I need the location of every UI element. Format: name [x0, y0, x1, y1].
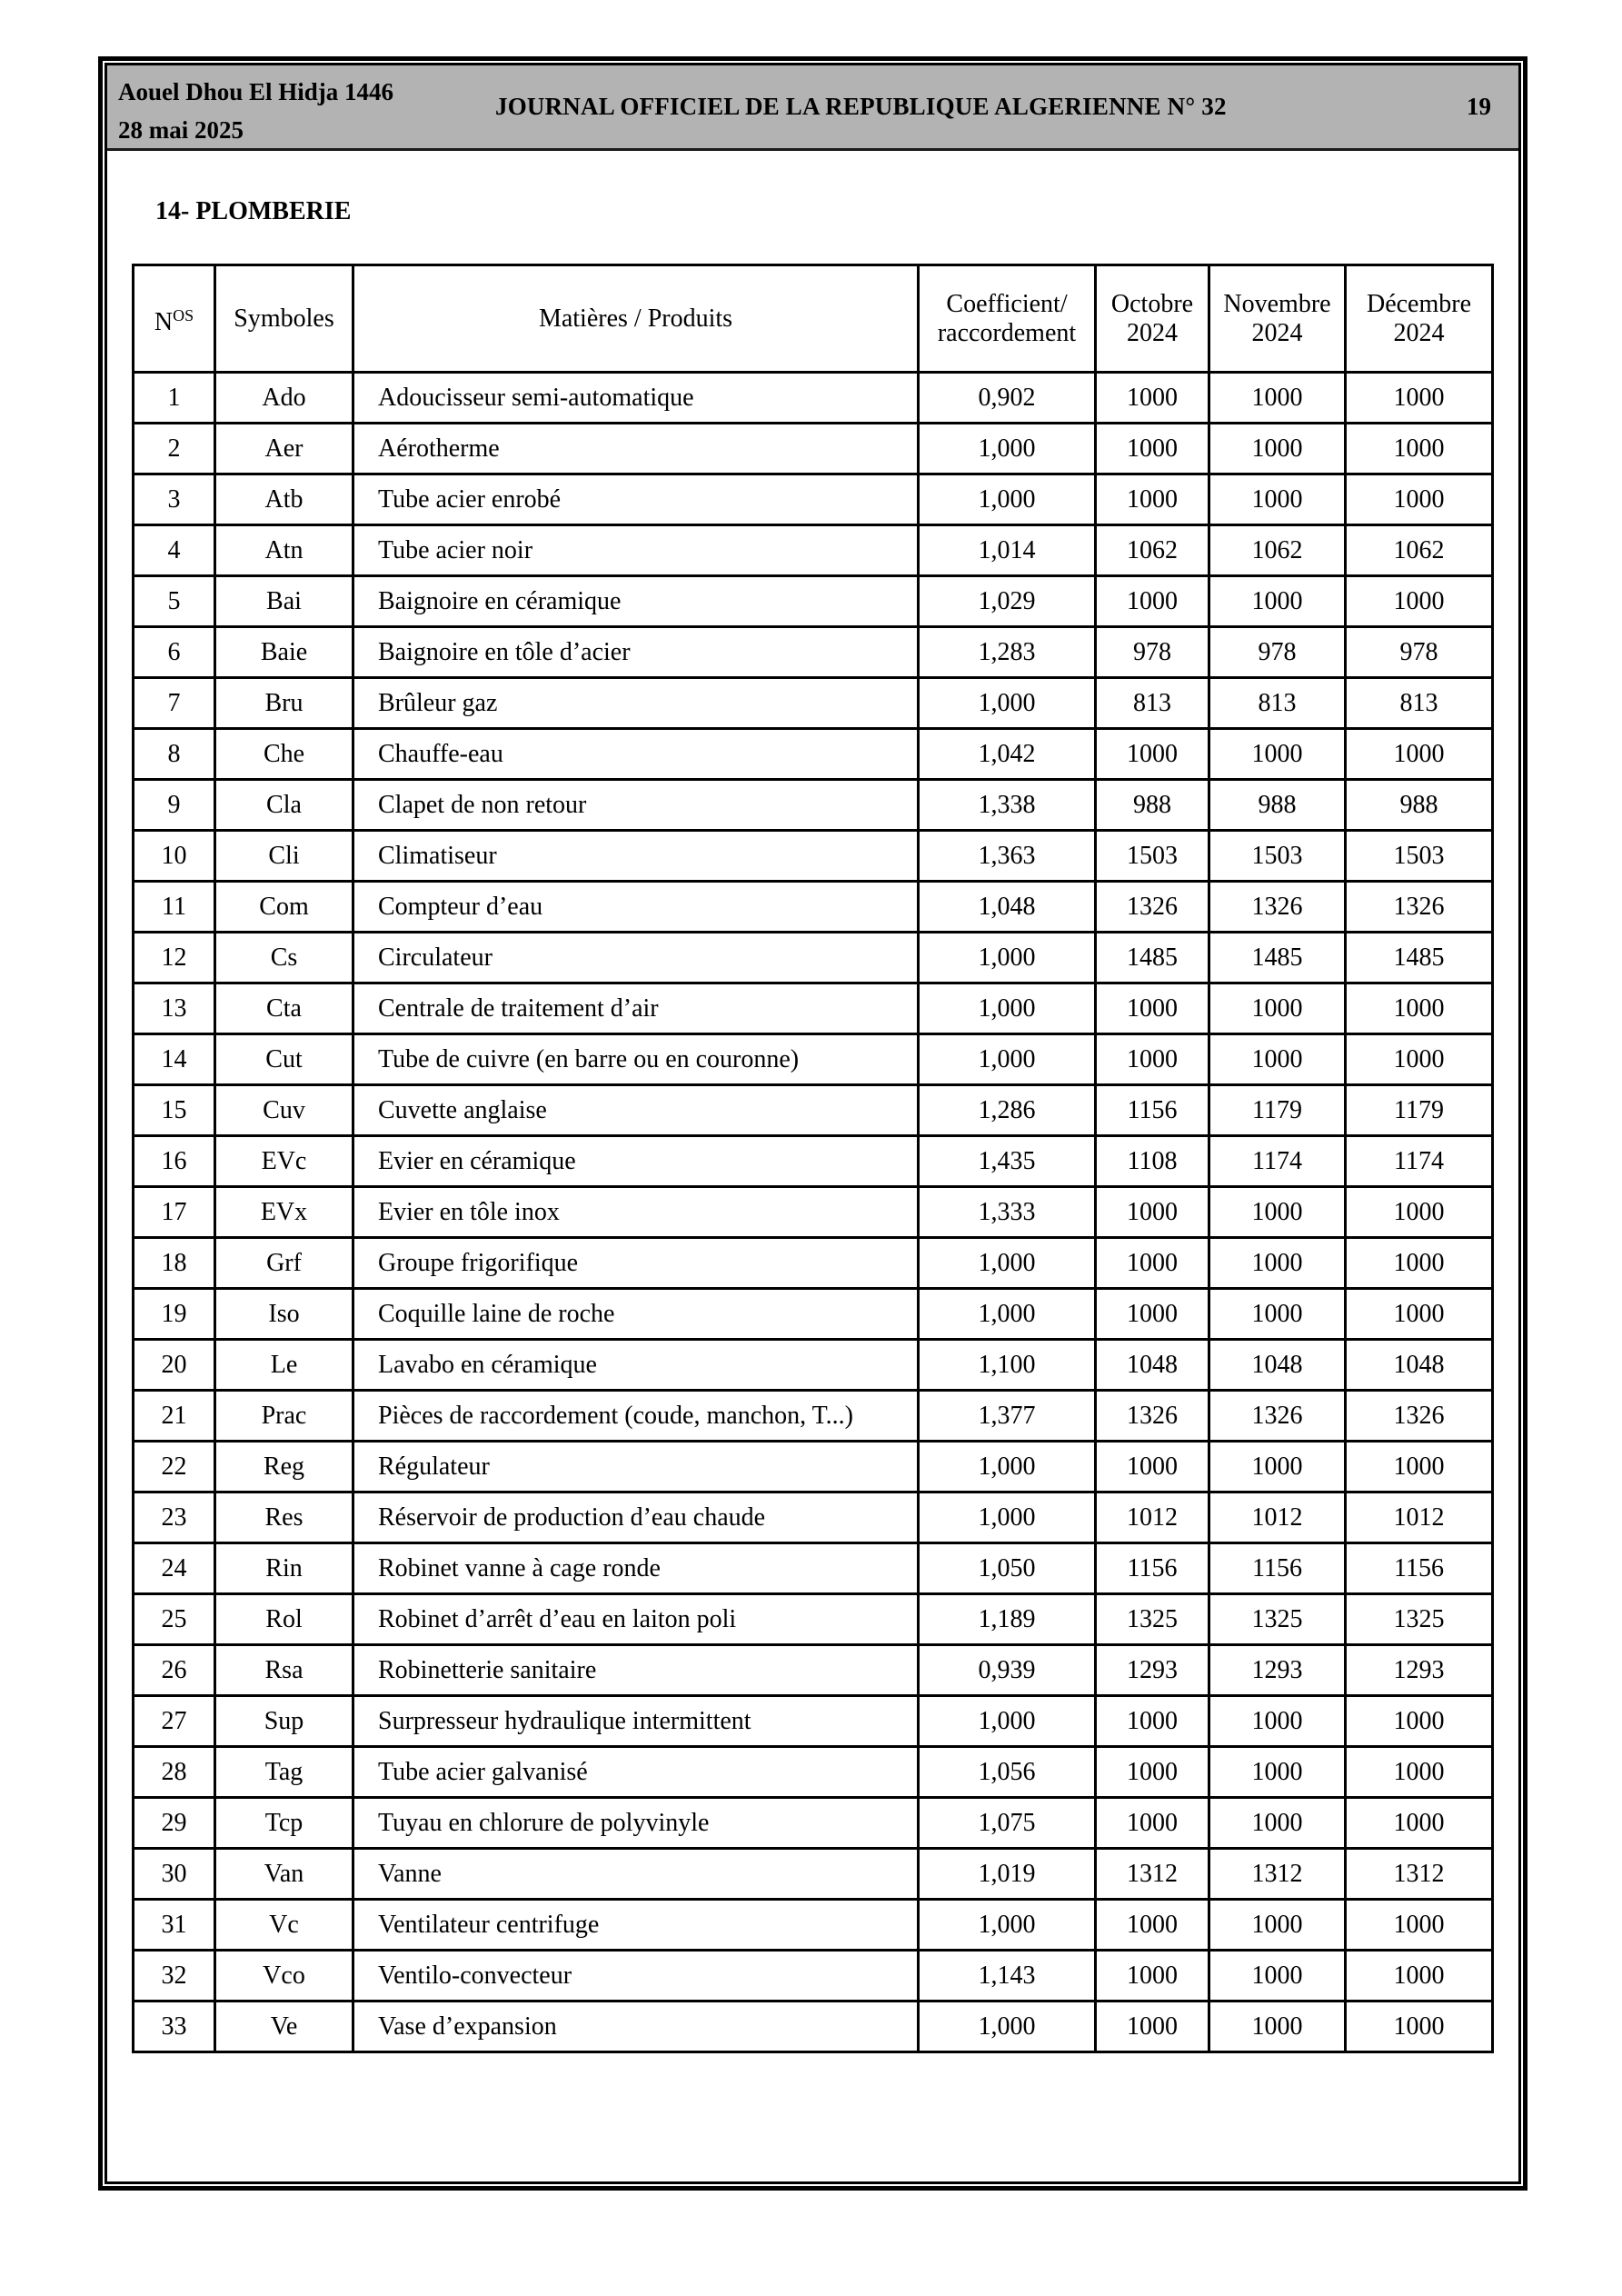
cell-coefficient: 1,283 [919, 627, 1096, 678]
cell-december: 1000 [1346, 424, 1493, 474]
table-row [134, 1543, 1493, 1594]
header-october [1096, 265, 1209, 373]
cell-number: 5 [134, 576, 215, 627]
cell-coefficient: 1,048 [919, 882, 1096, 933]
cell-number: 7 [134, 678, 215, 729]
cell-october: 1312 [1096, 1849, 1209, 1900]
cell-october: 1000 [1096, 2002, 1209, 2052]
table-row [134, 678, 1493, 729]
cell-symbol: Cla [215, 780, 353, 831]
cell-material: Tuyau en chlorure de polyvinyle [353, 1798, 919, 1849]
cell-number: 20 [134, 1340, 215, 1391]
cell-symbol: EVc [215, 1136, 353, 1187]
header-november-year: 2024 [1251, 318, 1303, 347]
cell-number: 18 [134, 1238, 215, 1289]
cell-symbol: Iso [215, 1289, 353, 1340]
cell-october: 1000 [1096, 474, 1209, 525]
cell-october: 1000 [1096, 1289, 1209, 1340]
cell-october: 1156 [1096, 1543, 1209, 1594]
cell-symbol: Reg [215, 1442, 353, 1492]
cell-november: 1048 [1209, 1340, 1346, 1391]
cell-coefficient: 1,435 [919, 1136, 1096, 1187]
table-row [134, 1594, 1493, 1645]
header-november-month: Novembre [1223, 289, 1331, 318]
table-row [134, 1289, 1493, 1340]
cell-symbol: Cuv [215, 1085, 353, 1136]
cell-material: Cuvette anglaise [353, 1085, 919, 1136]
cell-symbol: Com [215, 882, 353, 933]
cell-material: Tube acier galvanisé [353, 1747, 919, 1798]
page-number: 19 [1467, 93, 1491, 120]
cell-symbol: Vc [215, 1900, 353, 1951]
cell-november: 1000 [1209, 1696, 1346, 1747]
table-row [134, 1238, 1493, 1289]
cell-symbol: Prac [215, 1391, 353, 1442]
header-december-month: Décembre [1366, 289, 1472, 318]
table-row [134, 780, 1493, 831]
header-number-base: N [154, 307, 174, 336]
header-coefficient [919, 265, 1096, 373]
cell-coefficient: 1,143 [919, 1951, 1096, 2002]
cell-october: 978 [1096, 627, 1209, 678]
header-october-year: 2024 [1127, 318, 1178, 347]
cell-december: 1000 [1346, 983, 1493, 1034]
cell-number: 21 [134, 1391, 215, 1442]
cell-november: 1000 [1209, 1442, 1346, 1492]
cell-symbol: Che [215, 729, 353, 780]
cell-october: 1000 [1096, 1900, 1209, 1951]
cell-coefficient: 1,189 [919, 1594, 1096, 1645]
cell-coefficient: 1,056 [919, 1747, 1096, 1798]
cell-december: 1000 [1346, 1747, 1493, 1798]
cell-november: 1000 [1209, 2002, 1346, 2052]
cell-october: 1326 [1096, 1391, 1209, 1442]
cell-number: 26 [134, 1645, 215, 1696]
cell-coefficient: 1,000 [919, 1696, 1096, 1747]
cell-number: 3 [134, 474, 215, 525]
cell-material: Coquille laine de roche [353, 1289, 919, 1340]
cell-december: 1000 [1346, 1238, 1493, 1289]
cell-november: 1000 [1209, 576, 1346, 627]
journal-title: JOURNAL OFFICIEL DE LA REPUBLIQUE ALGERIENNE N° 32 [495, 93, 1227, 120]
cell-november: 1326 [1209, 882, 1346, 933]
header-december-year: 2024 [1393, 318, 1445, 347]
cell-october: 1000 [1096, 729, 1209, 780]
cell-coefficient: 1,000 [919, 474, 1096, 525]
cell-october: 1000 [1096, 1238, 1209, 1289]
cell-coefficient: 0,939 [919, 1645, 1096, 1696]
cell-symbol: Tcp [215, 1798, 353, 1849]
gregorian-date: 28 mai 2025 [118, 116, 244, 144]
cell-symbol: Cut [215, 1034, 353, 1085]
cell-november: 1000 [1209, 373, 1346, 424]
table-row [134, 1951, 1493, 2002]
table-header-row [134, 265, 1493, 373]
cell-coefficient: 1,042 [919, 729, 1096, 780]
cell-december: 1000 [1346, 576, 1493, 627]
cell-december: 1179 [1346, 1085, 1493, 1136]
cell-december: 1000 [1346, 729, 1493, 780]
hijri-date: Aouel Dhou El Hidja 1446 [118, 78, 394, 105]
cell-symbol: Aer [215, 424, 353, 474]
cell-coefficient: 1,333 [919, 1187, 1096, 1238]
cell-december: 1000 [1346, 1442, 1493, 1492]
cell-material: Tube acier noir [353, 525, 919, 576]
cell-october: 1048 [1096, 1340, 1209, 1391]
cell-symbol: Grf [215, 1238, 353, 1289]
cell-october: 1000 [1096, 424, 1209, 474]
header-december [1346, 265, 1493, 373]
cell-material: Adoucisseur semi-automatique [353, 373, 919, 424]
header-number [134, 265, 215, 373]
cell-december: 1000 [1346, 1187, 1493, 1238]
cell-coefficient: 1,000 [919, 1900, 1096, 1951]
cell-october: 1000 [1096, 1442, 1209, 1492]
table-row [134, 2002, 1493, 2052]
cell-symbol: Van [215, 1849, 353, 1900]
cell-number: 14 [134, 1034, 215, 1085]
cell-november: 1000 [1209, 1034, 1346, 1085]
cell-number: 33 [134, 2002, 215, 2052]
cell-december: 1048 [1346, 1340, 1493, 1391]
cell-october: 1012 [1096, 1492, 1209, 1543]
cell-material: Robinet d’arrêt d’eau en laiton poli [353, 1594, 919, 1645]
cell-number: 25 [134, 1594, 215, 1645]
table-row [134, 424, 1493, 474]
cell-december: 1000 [1346, 2002, 1493, 2052]
cell-november: 1503 [1209, 831, 1346, 882]
cell-number: 24 [134, 1543, 215, 1594]
cell-october: 1293 [1096, 1645, 1209, 1696]
cell-number: 31 [134, 1900, 215, 1951]
cell-december: 1156 [1346, 1543, 1493, 1594]
cell-october: 1325 [1096, 1594, 1209, 1645]
cell-coefficient: 1,029 [919, 576, 1096, 627]
cell-december: 1000 [1346, 1696, 1493, 1747]
table-row [134, 729, 1493, 780]
cell-symbol: Ado [215, 373, 353, 424]
table-row [134, 627, 1493, 678]
table-row [134, 933, 1493, 983]
cell-november: 1000 [1209, 1289, 1346, 1340]
cell-material: Evier en céramique [353, 1136, 919, 1187]
cell-october: 1062 [1096, 525, 1209, 576]
cell-december: 1000 [1346, 1034, 1493, 1085]
cell-coefficient: 1,000 [919, 1492, 1096, 1543]
cell-november: 1000 [1209, 1747, 1346, 1798]
table-row [134, 1340, 1493, 1391]
cell-symbol: Rsa [215, 1645, 353, 1696]
cell-november: 1000 [1209, 1900, 1346, 1951]
cell-november: 1325 [1209, 1594, 1346, 1645]
cell-november: 978 [1209, 627, 1346, 678]
table-row [134, 525, 1493, 576]
cell-number: 30 [134, 1849, 215, 1900]
table-row [134, 1085, 1493, 1136]
cell-material: Climatiseur [353, 831, 919, 882]
cell-december: 1326 [1346, 882, 1493, 933]
cell-november: 1000 [1209, 983, 1346, 1034]
cell-symbol: Rol [215, 1594, 353, 1645]
cell-october: 1000 [1096, 1187, 1209, 1238]
cell-coefficient: 1,000 [919, 678, 1096, 729]
cell-material: Brûleur gaz [353, 678, 919, 729]
cell-coefficient: 1,000 [919, 424, 1096, 474]
cell-number: 15 [134, 1085, 215, 1136]
cell-coefficient: 1,075 [919, 1798, 1096, 1849]
cell-symbol: Res [215, 1492, 353, 1543]
cell-november: 1000 [1209, 424, 1346, 474]
cell-october: 1000 [1096, 1034, 1209, 1085]
cell-december: 1000 [1346, 474, 1493, 525]
cell-number: 2 [134, 424, 215, 474]
cell-coefficient: 1,019 [919, 1849, 1096, 1900]
cell-december: 1012 [1346, 1492, 1493, 1543]
cell-december: 978 [1346, 627, 1493, 678]
table-row [134, 373, 1493, 424]
cell-november: 1000 [1209, 474, 1346, 525]
cell-symbol: Cta [215, 983, 353, 1034]
cell-material: Groupe frigorifique [353, 1238, 919, 1289]
table-row [134, 1747, 1493, 1798]
cell-material: Régulateur [353, 1442, 919, 1492]
header-coefficient-line1: Coefficient/ [946, 289, 1068, 318]
cell-november: 1326 [1209, 1391, 1346, 1442]
cell-coefficient: 1,000 [919, 1034, 1096, 1085]
table-row [134, 1645, 1493, 1696]
table-row [134, 882, 1493, 933]
cell-coefficient: 1,000 [919, 2002, 1096, 2052]
cell-october: 1000 [1096, 1696, 1209, 1747]
cell-number: 22 [134, 1442, 215, 1492]
table-row [134, 1136, 1493, 1187]
cell-number: 23 [134, 1492, 215, 1543]
cell-december: 1325 [1346, 1594, 1493, 1645]
cell-december: 1000 [1346, 1951, 1493, 2002]
cell-number: 8 [134, 729, 215, 780]
cell-number: 1 [134, 373, 215, 424]
cell-november: 1000 [1209, 1238, 1346, 1289]
plumbing-index-table [132, 264, 1494, 2053]
table-body [134, 373, 1493, 2052]
cell-october: 988 [1096, 780, 1209, 831]
cell-number: 11 [134, 882, 215, 933]
cell-october: 1000 [1096, 1747, 1209, 1798]
cell-number: 10 [134, 831, 215, 882]
cell-december: 1062 [1346, 525, 1493, 576]
cell-number: 32 [134, 1951, 215, 2002]
cell-coefficient: 1,000 [919, 1238, 1096, 1289]
cell-material: Baignoire en tôle d’acier [353, 627, 919, 678]
cell-november: 1000 [1209, 1951, 1346, 2002]
cell-symbol: Vco [215, 1951, 353, 2002]
cell-material: Evier en tôle inox [353, 1187, 919, 1238]
cell-number: 27 [134, 1696, 215, 1747]
cell-december: 1174 [1346, 1136, 1493, 1187]
cell-number: 13 [134, 983, 215, 1034]
cell-december: 1000 [1346, 373, 1493, 424]
cell-material: Baignoire en céramique [353, 576, 919, 627]
cell-december: 1485 [1346, 933, 1493, 983]
cell-december: 1000 [1346, 1798, 1493, 1849]
cell-coefficient: 1,286 [919, 1085, 1096, 1136]
cell-number: 12 [134, 933, 215, 983]
cell-material: Vase d’expansion [353, 2002, 919, 2052]
table-row [134, 1391, 1493, 1442]
cell-december: 813 [1346, 678, 1493, 729]
cell-number: 4 [134, 525, 215, 576]
cell-symbol: Atn [215, 525, 353, 576]
cell-material: Clapet de non retour [353, 780, 919, 831]
cell-symbol: Baie [215, 627, 353, 678]
cell-symbol: Rin [215, 1543, 353, 1594]
cell-coefficient: 1,014 [919, 525, 1096, 576]
cell-coefficient: 1,100 [919, 1340, 1096, 1391]
cell-november: 1012 [1209, 1492, 1346, 1543]
table-row [134, 1696, 1493, 1747]
cell-material: Tube de cuivre (en barre ou en couronne) [353, 1034, 919, 1085]
cell-symbol: Sup [215, 1696, 353, 1747]
cell-symbol: Le [215, 1340, 353, 1391]
cell-symbol: Cs [215, 933, 353, 983]
cell-november: 1174 [1209, 1136, 1346, 1187]
cell-coefficient: 1,050 [919, 1543, 1096, 1594]
header-november [1209, 265, 1346, 373]
table-row [134, 1187, 1493, 1238]
cell-october: 1503 [1096, 831, 1209, 882]
cell-material: Centrale de traitement d’air [353, 983, 919, 1034]
table-row [134, 576, 1493, 627]
cell-october: 1000 [1096, 1951, 1209, 2002]
header-number-sup: OS [173, 305, 194, 324]
table-row [134, 1900, 1493, 1951]
table-row [134, 474, 1493, 525]
cell-symbol: Cli [215, 831, 353, 882]
cell-material: Chauffe-eau [353, 729, 919, 780]
cell-number: 29 [134, 1798, 215, 1849]
cell-coefficient: 1,363 [919, 831, 1096, 882]
cell-october: 1156 [1096, 1085, 1209, 1136]
cell-october: 1485 [1096, 933, 1209, 983]
cell-coefficient: 1,000 [919, 933, 1096, 983]
cell-october: 1000 [1096, 373, 1209, 424]
cell-material: Robinet vanne à cage ronde [353, 1543, 919, 1594]
cell-december: 1293 [1346, 1645, 1493, 1696]
section-title: 14- PLOMBERIE [155, 197, 352, 225]
cell-november: 1000 [1209, 1798, 1346, 1849]
table-row [134, 831, 1493, 882]
cell-number: 6 [134, 627, 215, 678]
cell-coefficient: 1,000 [919, 983, 1096, 1034]
header-symbol: Symboles [215, 265, 353, 373]
masthead-dates [118, 73, 393, 149]
masthead [107, 65, 1518, 151]
cell-symbol: Bru [215, 678, 353, 729]
cell-november: 1293 [1209, 1645, 1346, 1696]
cell-november: 1179 [1209, 1085, 1346, 1136]
cell-material: Lavabo en céramique [353, 1340, 919, 1391]
cell-coefficient: 1,000 [919, 1442, 1096, 1492]
cell-november: 1000 [1209, 1187, 1346, 1238]
cell-material: Pièces de raccordement (coude, manchon, T...) [353, 1391, 919, 1442]
cell-symbol: Atb [215, 474, 353, 525]
cell-material: Surpresseur hydraulique intermittent [353, 1696, 919, 1747]
cell-material: Ventilo-convecteur [353, 1951, 919, 2002]
table-row [134, 1034, 1493, 1085]
cell-number: 16 [134, 1136, 215, 1187]
cell-number: 19 [134, 1289, 215, 1340]
cell-november: 813 [1209, 678, 1346, 729]
table-row [134, 983, 1493, 1034]
cell-november: 1312 [1209, 1849, 1346, 1900]
cell-october: 1108 [1096, 1136, 1209, 1187]
cell-october: 1000 [1096, 983, 1209, 1034]
table-row [134, 1849, 1493, 1900]
cell-november: 988 [1209, 780, 1346, 831]
cell-symbol: EVx [215, 1187, 353, 1238]
cell-material: Vanne [353, 1849, 919, 1900]
header-coefficient-line2: raccordement [937, 318, 1077, 347]
cell-material: Tube acier enrobé [353, 474, 919, 525]
cell-october: 1000 [1096, 1798, 1209, 1849]
cell-material: Réservoir de production d’eau chaude [353, 1492, 919, 1543]
cell-symbol: Tag [215, 1747, 353, 1798]
cell-november: 1062 [1209, 525, 1346, 576]
cell-material: Aérotherme [353, 424, 919, 474]
cell-october: 1326 [1096, 882, 1209, 933]
table-row [134, 1492, 1493, 1543]
table-row [134, 1798, 1493, 1849]
cell-material: Ventilateur centrifuge [353, 1900, 919, 1951]
cell-coefficient: 1,000 [919, 1289, 1096, 1340]
cell-october: 813 [1096, 678, 1209, 729]
cell-december: 988 [1346, 780, 1493, 831]
cell-symbol: Ve [215, 2002, 353, 2052]
table-row [134, 1442, 1493, 1492]
cell-november: 1485 [1209, 933, 1346, 983]
cell-november: 1000 [1209, 729, 1346, 780]
cell-october: 1000 [1096, 576, 1209, 627]
cell-coefficient: 1,377 [919, 1391, 1096, 1442]
cell-material: Robinetterie sanitaire [353, 1645, 919, 1696]
cell-december: 1503 [1346, 831, 1493, 882]
cell-number: 9 [134, 780, 215, 831]
cell-november: 1156 [1209, 1543, 1346, 1594]
cell-symbol: Bai [215, 576, 353, 627]
cell-coefficient: 0,902 [919, 373, 1096, 424]
cell-december: 1000 [1346, 1900, 1493, 1951]
cell-december: 1326 [1346, 1391, 1493, 1442]
header-october-month: Octobre [1110, 289, 1194, 318]
cell-coefficient: 1,338 [919, 780, 1096, 831]
cell-number: 17 [134, 1187, 215, 1238]
cell-material: Circulateur [353, 933, 919, 983]
cell-material: Compteur d’eau [353, 882, 919, 933]
header-material: Matières / Produits [353, 265, 919, 373]
cell-december: 1000 [1346, 1289, 1493, 1340]
cell-december: 1312 [1346, 1849, 1493, 1900]
cell-number: 28 [134, 1747, 215, 1798]
